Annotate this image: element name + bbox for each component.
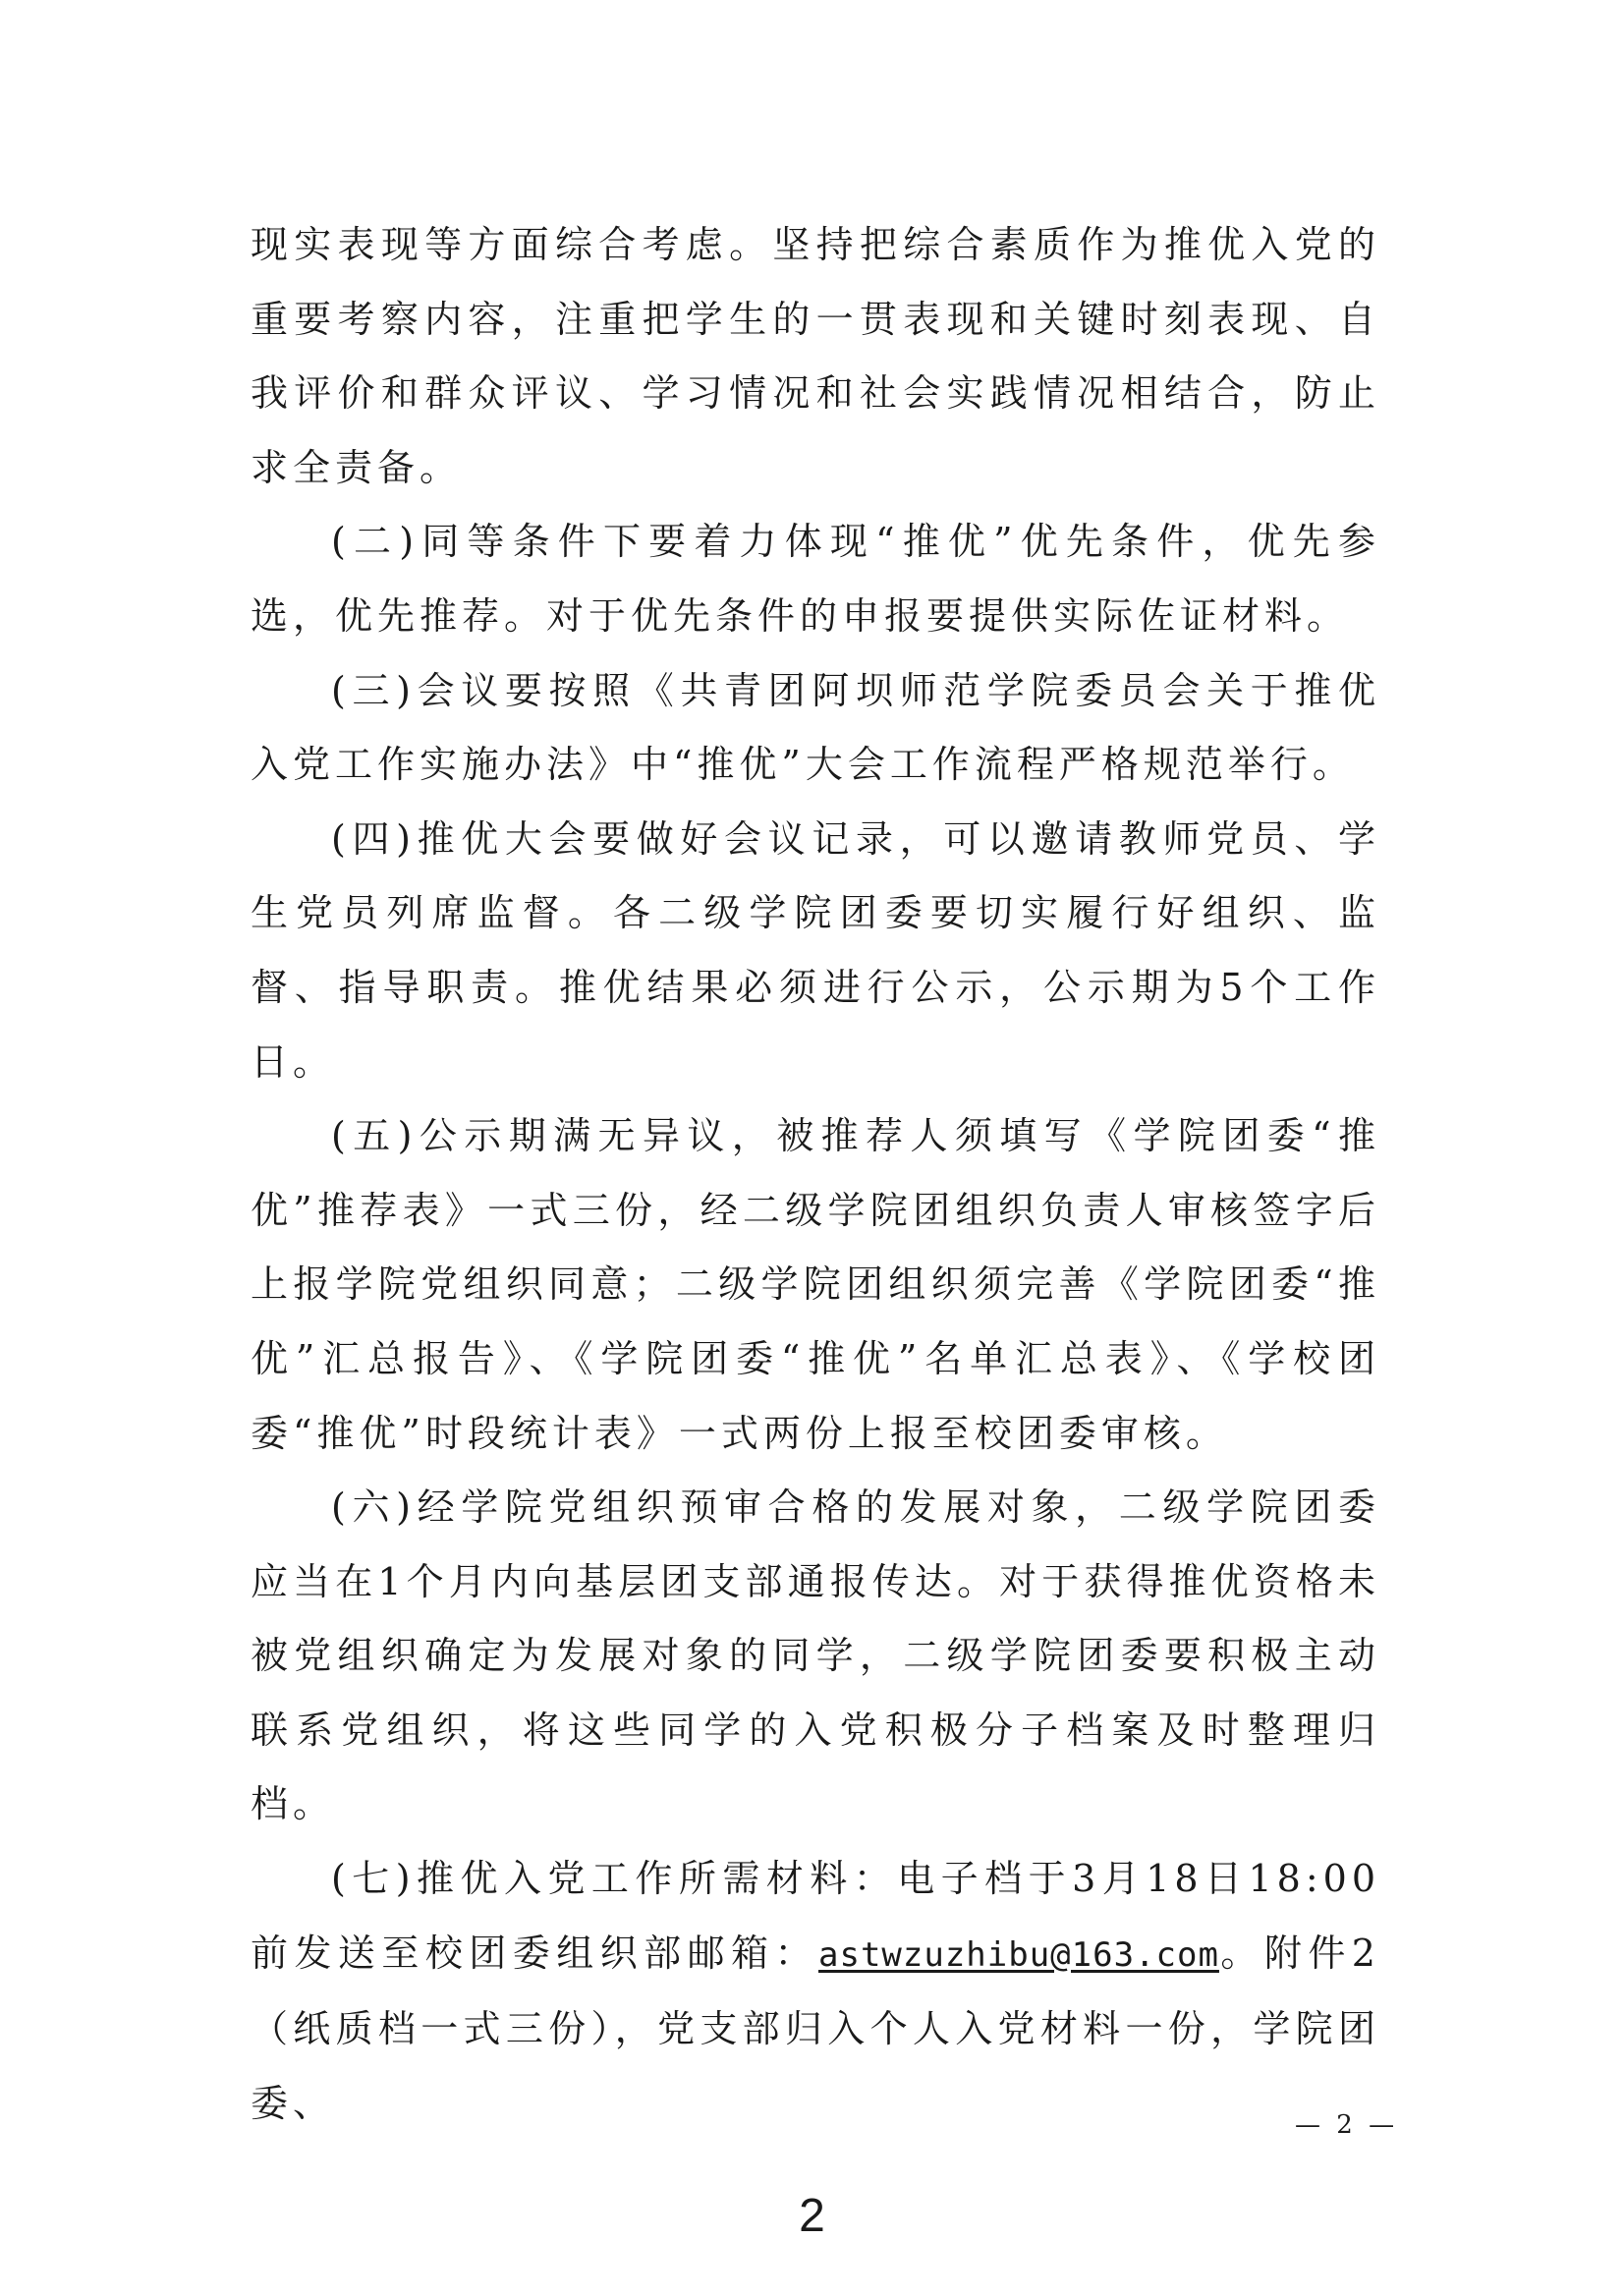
paragraph-item-7-after: 。附件2（纸质档一式三份），党支部归入个人入党材料一份，学院团委、 <box>251 1931 1380 2125</box>
paragraph-continuation: 现实表现等方面综合考虑。坚持把综合素质作为推优入党的重要考察内容，注重把学生的一贯表现和关键时刻表现、自我评价和群众评议、学习情况和社会实践情况相结合，防止求全责备。 <box>251 223 1380 489</box>
paragraph-item-7-before: (七)推优入党工作所需材料：电子档于3月18日18:00前发送至校团委组织部邮箱： <box>251 1857 1380 1975</box>
page-marker: — 2 — <box>1295 2110 1399 2140</box>
document-body <box>251 208 1380 2141</box>
paragraph-item-6: (六)经学院党组织预审合格的发展对象，二级学院团委应当在1个月内向基层团支部通报传达。对于获得推优资格未被党组织确定为发展对象的同学，二级学院团委要积极主动联系党组织，将这些同学的入党积极分子档案及时整理归档。 <box>251 1485 1380 1826</box>
paragraph-item-2: (二)同等条件下要着力体现“推优”优先条件，优先参选，优先推荐。对于优先条件的申报要提供实际佐证材料。 <box>251 520 1380 638</box>
paragraph-item-5: (五)公示期满无异议，被推荐人须填写《学院团委“推优”推荐表》一式三份，经二级学院团组织负责人审核签字后上报学院党组织同意；二级学院团组织须完善《学院团委“推优”汇总报告》、《学院团委“推优”名单汇总表》、《学校团委“推优”时段统计表》一式两份上报至校团委审核。 <box>251 1114 1380 1455</box>
page-number: 2 <box>799 2190 825 2242</box>
paragraph-item-3: (三)会议要按照《共青团阿坝师范学院委员会关于推优入党工作实施办法》中“推优”大会工作流程严格规范举行。 <box>251 668 1380 787</box>
email-link[interactable]: astwzuzhibu@163.com <box>818 1934 1219 1975</box>
paragraph-item-4: (四)推优大会要做好会议记录，可以邀请教师党员、学生党员列席监督。各二级学院团委要切实履行好组织、监督、指导职责。推优结果必须进行公示，公示期为5个工作日。 <box>251 816 1380 1084</box>
paragraph-item-7 <box>251 1842 1380 2141</box>
